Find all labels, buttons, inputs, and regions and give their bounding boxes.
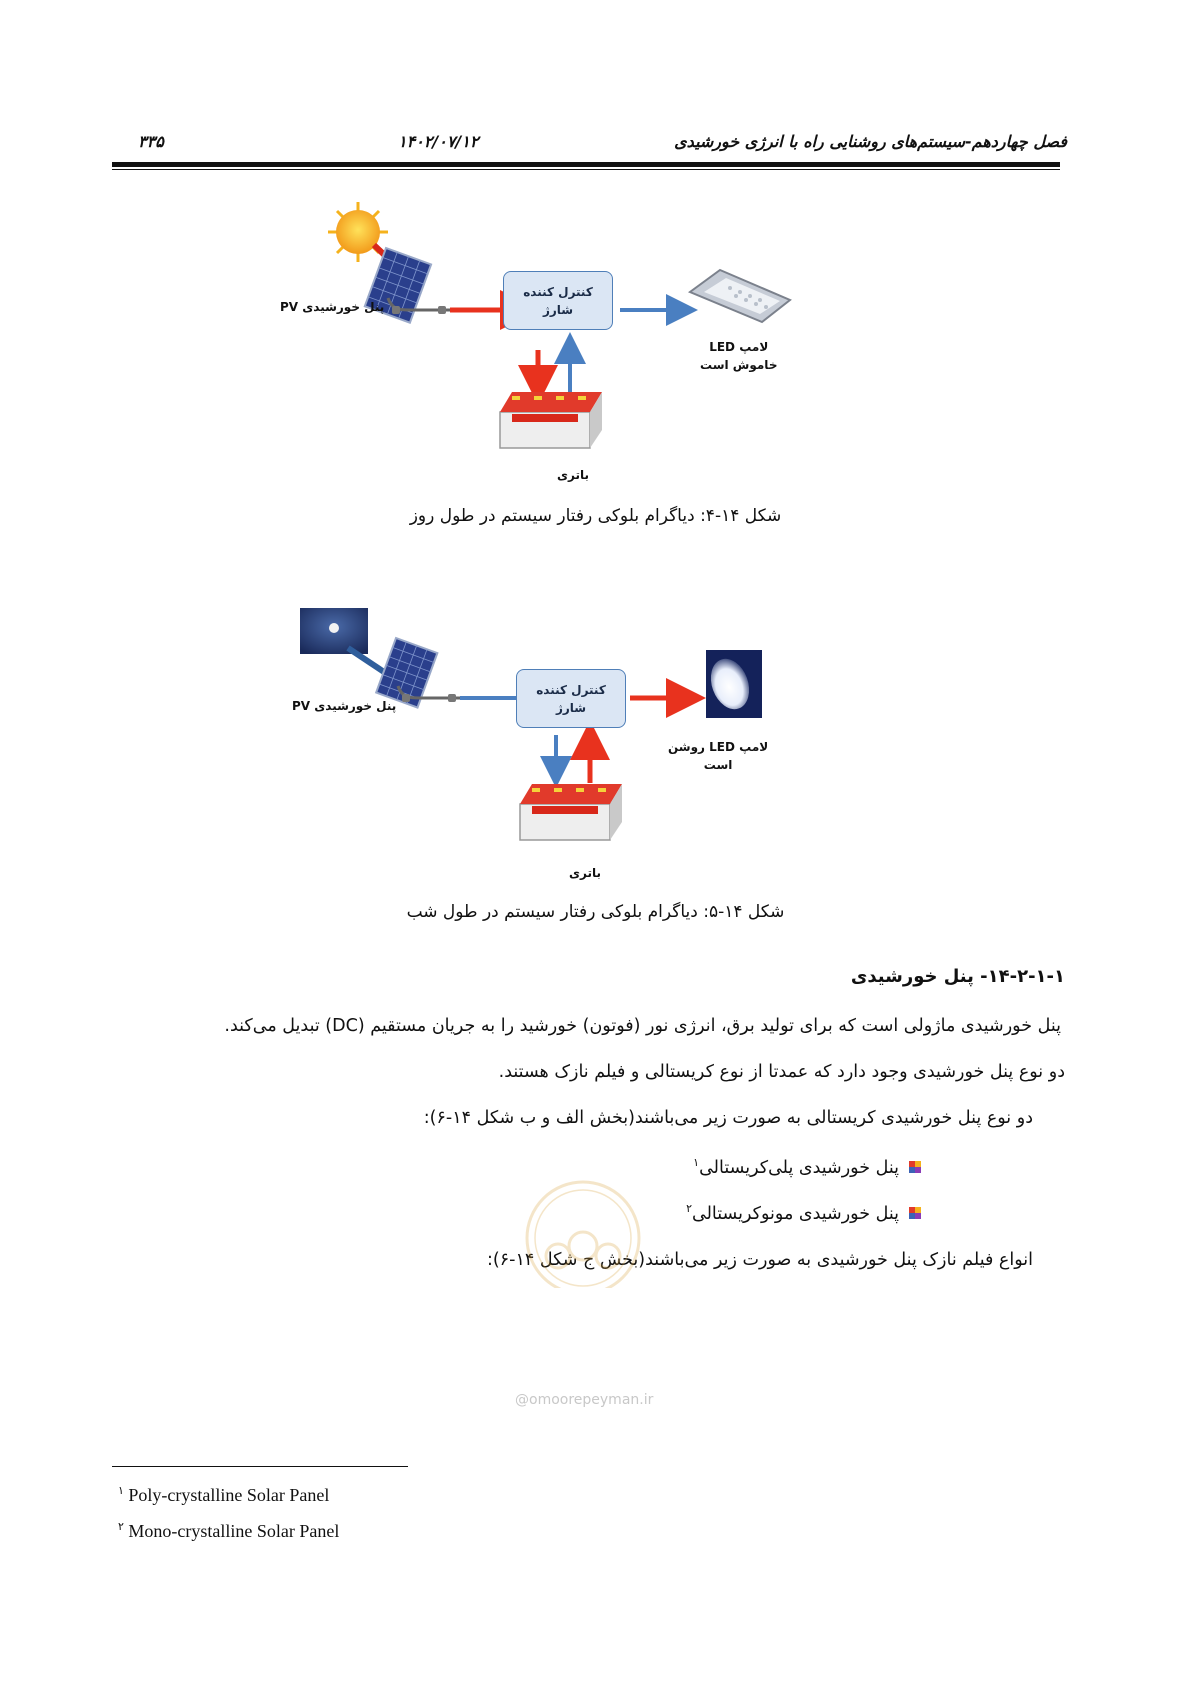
footnote [118, 1520, 339, 1542]
paragraph: دو نوع پنل خورشیدی کریستالی به صورت زیر می‌باشند(بخش الف و ب شکل ۱۴-۶): [423, 1108, 1033, 1128]
bullet-text: پنل خورشیدی پلی‌کریستالی [699, 1157, 899, 1178]
pv-label: پنل خورشیدی PV [280, 300, 385, 314]
header-rule [112, 162, 1060, 167]
lamp-label-line2: خاموش است [700, 358, 778, 372]
watermark-text: @omoorepeyman.ir [515, 1392, 654, 1408]
footnote [118, 1484, 329, 1506]
paragraph: دو نوع پنل خورشیدی وجود دارد که عمدتا از نوع کریستالی و فیلم نازک هستند. [498, 1062, 1065, 1082]
battery-label: باتری [557, 468, 589, 482]
controller-label-line2: شارژ [555, 700, 587, 715]
figure-caption: شکل ۱۴-۵: دیاگرام بلوکی رفتار سیستم در طول شب [406, 902, 785, 922]
battery-icon [500, 392, 602, 448]
controller-label-line1: کنترل کننده [523, 284, 593, 299]
street-lamp-on-icon [704, 650, 762, 718]
chapter-title: فصل چهاردهم-سیستم‌های روشنایی راه با انرژی خورشیدی [674, 132, 1067, 151]
figure-caption: شکل ۱۴-۴: دیاگرام بلوکی رفتار سیستم در طول روز [409, 506, 782, 526]
paragraph: انواع فیلم نازک پنل خورشیدی به صورت زیر می‌باشند(بخش ج شکل ۱۴-۶): [486, 1250, 1033, 1270]
footnote-text: Poly-crystalline Solar Panel [128, 1485, 330, 1505]
bullet-icon [909, 1207, 921, 1219]
bullet-text: پنل خورشیدی مونوکریستالی [692, 1203, 899, 1224]
lamp-label-line1: لامپ LED روشن [668, 740, 769, 754]
night-diagram [300, 600, 860, 910]
footnote-ref: ۲ [686, 1202, 692, 1215]
header-date: ۱۴۰۲/۰۷/۱۲ [398, 132, 479, 151]
section-heading: ۱۴-۲-۱-۱- پنل خورشیدی [850, 966, 1065, 987]
bullet-item [693, 1156, 921, 1178]
footnote-mark: ۱ [118, 1485, 124, 1497]
watermark-logo [498, 1168, 668, 1288]
bullet-icon [909, 1161, 921, 1173]
lamp-label [700, 338, 777, 374]
battery-label: باتری [569, 866, 601, 880]
battery-icon [520, 784, 622, 840]
controller-box [516, 669, 626, 728]
paragraph: پنل خورشیدی ماژولی است که برای تولید برق، انرژی نور (فوتون) خورشید را به جریان مستقیم (DC) تبدیل می‌کند. [224, 1016, 1061, 1036]
page-number: ۳۳۵ [138, 132, 164, 151]
controller-label-line1: کنترل کننده [536, 682, 606, 697]
pv-label: پنل خورشیدی PV [292, 699, 397, 713]
controller-box [503, 271, 613, 330]
lamp-label-line1: لامپ LED [709, 340, 769, 354]
controller-label-line2: شارژ [542, 302, 574, 317]
header-rule-thin [112, 169, 1060, 170]
footnote-separator [112, 1466, 408, 1467]
footnote-ref: ۱ [693, 1156, 700, 1169]
lamp-label-line2: است [703, 758, 733, 772]
footnote-text: Mono-crystalline Solar Panel [128, 1521, 340, 1541]
footnote-mark: ۲ [118, 1521, 124, 1533]
moon-night-sky-icon [300, 608, 368, 654]
lamp-label [668, 738, 768, 774]
street-lamp-off-icon [690, 270, 790, 322]
bullet-item [686, 1202, 921, 1224]
